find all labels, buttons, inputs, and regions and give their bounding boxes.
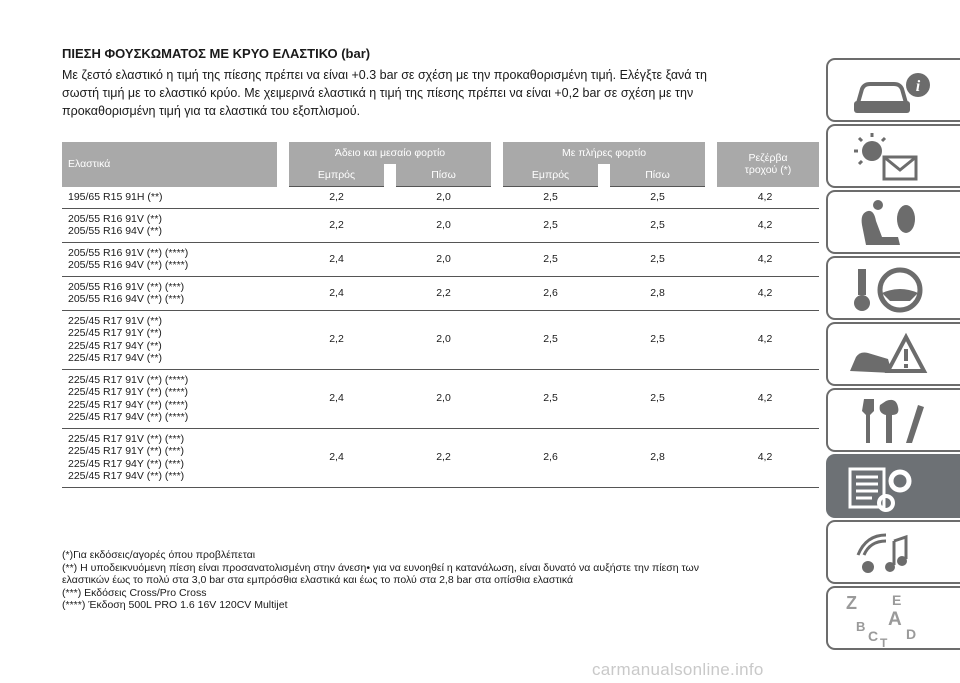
tyre-size-cell <box>62 369 283 428</box>
tab-maintenance[interactable] <box>826 388 960 452</box>
table-row <box>62 187 819 209</box>
pressure-spare: 4,2 <box>711 276 819 310</box>
tyre-size-cell <box>62 187 283 209</box>
intro-line: προκαθορισμένη τιμή για τα ελαστικά του εξοπλισμού. <box>62 104 361 118</box>
tyre-size: 205/55 R16 94V (**) <box>68 225 162 237</box>
index-letter: Z <box>846 593 857 613</box>
pressure-full-front: 2,6 <box>497 276 604 310</box>
footnote: (****) Έκδοση 500L PRO 1.6 16V 120CV Multijet <box>62 599 288 612</box>
tab-alphabetical-index[interactable] <box>826 586 960 650</box>
pressure-spare: 4,2 <box>711 428 819 487</box>
table-row <box>62 208 819 242</box>
specs-gear-icon <box>836 459 946 517</box>
tab-starting-driving[interactable] <box>826 256 960 320</box>
pressure-empty-front: 2,2 <box>283 187 390 209</box>
tyre-size: 225/45 R17 91Y (**) (***) <box>68 445 184 457</box>
pressure-full-rear: 2,5 <box>604 242 711 276</box>
intro-line: Με ζεστό ελαστικό η τιμή της πίεσης πρέπει να είναι +0.3 bar σε σχέση με την προκαθορισμένη τιμή. Ελέγξτε ξανά τη <box>62 68 707 82</box>
tab-technical-data[interactable] <box>826 454 960 518</box>
pressure-empty-front: 2,2 <box>283 208 390 242</box>
pressure-empty-rear: 2,2 <box>390 276 497 310</box>
tyre-size-cell <box>62 276 283 310</box>
footnote: ελαστικών έως το πολύ στα 3,0 bar στα εμπρόσθια ελαστικά και έως το πολύ στα 2,8 bar στα οπίσθια ελαστικά <box>62 574 574 587</box>
tyre-size: 225/45 R17 94Y (**) (****) <box>68 398 189 411</box>
tyre-size: 195/65 R15 91H (**) <box>68 190 163 203</box>
tyre-pressure-table <box>62 142 819 488</box>
header-spare-wheel <box>711 142 819 187</box>
pressure-spare: 4,2 <box>711 369 819 428</box>
header-spare-line: τροχού (*) <box>744 164 792 177</box>
pressure-empty-rear: 2,0 <box>390 242 497 276</box>
pressure-full-rear: 2,5 <box>604 208 711 242</box>
pressure-empty-front: 2,2 <box>283 310 390 369</box>
footnotes <box>62 549 822 612</box>
pressure-full-rear: 2,8 <box>604 428 711 487</box>
tyre-size: 205/55 R16 94V (**) (****) <box>68 259 189 271</box>
footnote: (**) Η υποδεικνυόμενη πίεση είναι προσανατολισμένη στην άνεση• για να ευνοηθεί η κατανάλωση, είναι δυνατό να αυξήστε την πίεση των <box>62 561 699 574</box>
table-row <box>62 242 819 276</box>
index-letter: T <box>880 636 888 649</box>
header-rear: Πίσω <box>390 164 497 187</box>
pressure-empty-rear: 2,0 <box>390 208 497 242</box>
key-steering-icon <box>836 261 946 319</box>
tyre-size: 205/55 R16 94V (**) (***) <box>68 293 185 305</box>
tyre-size: 225/45 R17 94Y (**) <box>68 339 162 352</box>
pressure-spare: 4,2 <box>711 208 819 242</box>
tyre-size: 225/45 R17 94Y (**) (***) <box>68 457 184 470</box>
pressure-full-rear: 2,5 <box>604 187 711 209</box>
index-letter: D <box>906 626 917 642</box>
tyre-size: 205/55 R16 91V (**) (****) <box>68 246 189 259</box>
pressure-empty-rear: 2,2 <box>390 428 497 487</box>
table-row <box>62 276 819 310</box>
tyre-size-cell <box>62 428 283 487</box>
pressure-full-front: 2,5 <box>497 187 604 209</box>
pressure-full-rear: 2,5 <box>604 310 711 369</box>
header-full-load: Με πλήρες φορτίο <box>497 142 711 164</box>
pressure-full-front: 2,5 <box>497 208 604 242</box>
intro-line: σωστή τιμή με το ελαστικό κρύο. Με χειμερινά ελαστικά η τιμή της πίεσης πρέπει να είναι +0,2 bar σε σχέση με την <box>62 86 694 100</box>
tyre-size: 225/45 R17 91V (**) (****) <box>68 373 189 386</box>
watermark: carmanualsonline.info <box>592 660 764 679</box>
tyre-size-cell <box>62 208 283 242</box>
page-title: ΠΙΕΣΗ ΦΟΥΣΚΩΜΑΤΟΣ ΜΕ ΚΡΥΟ ΕΛΑΣΤΙΚΟ (bar) <box>62 46 371 61</box>
header-tyres: Ελαστικά <box>62 142 283 187</box>
pressure-empty-front: 2,4 <box>283 276 390 310</box>
header-front: Εμπρός <box>283 164 390 187</box>
pressure-empty-front: 2,4 <box>283 242 390 276</box>
tab-car-info[interactable] <box>826 58 960 122</box>
tyre-size-cell <box>62 310 283 369</box>
pressure-empty-rear: 2,0 <box>390 310 497 369</box>
index-letter: C <box>868 628 879 644</box>
index-letter: E <box>892 592 902 608</box>
table-row <box>62 369 819 428</box>
light-mail-icon <box>836 129 946 187</box>
table-body <box>62 187 819 488</box>
pressure-full-rear: 2,5 <box>604 369 711 428</box>
pressure-full-rear: 2,8 <box>604 276 711 310</box>
index-letter: A <box>888 609 902 630</box>
pressure-spare: 4,2 <box>711 187 819 209</box>
tab-safety[interactable] <box>826 190 960 254</box>
seat-airbag-icon <box>836 195 946 253</box>
tyre-size: 225/45 R17 94V (**) (****) <box>68 411 189 423</box>
tyre-size: 225/45 R17 91V (**) <box>68 314 162 327</box>
table-row <box>62 310 819 369</box>
car-info-icon <box>836 63 946 121</box>
footnote: (*)Για εκδόσεις/αγορές όπου προβλέπεται <box>62 549 256 561</box>
tyre-size: 225/45 R17 94V (**) <box>68 352 162 364</box>
footnote: (***) Εκδόσεις Cross/Pro Cross <box>62 586 207 599</box>
table-row <box>62 428 819 487</box>
tab-emergency[interactable] <box>826 322 960 386</box>
pressure-full-front: 2,5 <box>497 369 604 428</box>
tyre-size: 225/45 R17 94V (**) (***) <box>68 470 185 482</box>
pressure-spare: 4,2 <box>711 310 819 369</box>
index-letter: B <box>856 619 866 634</box>
tyre-size: 225/45 R17 91V (**) (***) <box>68 432 185 445</box>
pressure-full-front: 2,6 <box>497 428 604 487</box>
tyre-size-cell <box>62 242 283 276</box>
alphabet-index-icon <box>836 591 946 649</box>
tyre-size: 205/55 R16 91V (**) (***) <box>68 280 185 293</box>
tyre-size: 205/55 R16 91V (**) <box>68 212 162 225</box>
header-front: Εμπρός <box>497 164 604 187</box>
pressure-spare: 4,2 <box>711 242 819 276</box>
pressure-empty-front: 2,4 <box>283 428 390 487</box>
pressure-empty-rear: 2,0 <box>390 369 497 428</box>
tyre-size: 225/45 R17 91Y (**) (****) <box>68 386 189 398</box>
svg-text:i: i <box>915 78 921 95</box>
tyre-size: 225/45 R17 91Y (**) <box>68 327 162 339</box>
pressure-full-front: 2,5 <box>497 310 604 369</box>
pressure-empty-rear: 2,0 <box>390 187 497 209</box>
pressure-empty-front: 2,4 <box>283 369 390 428</box>
intro-paragraph <box>62 66 802 120</box>
tools-icon <box>836 393 946 451</box>
media-icon <box>836 525 946 583</box>
crash-warning-icon <box>836 327 946 385</box>
pressure-full-front: 2,5 <box>497 242 604 276</box>
tab-multimedia[interactable] <box>826 520 960 584</box>
header-rear: Πίσω <box>604 164 711 187</box>
header-spare-line: Ρεζέρβα <box>748 152 788 165</box>
tab-lights-messages[interactable] <box>826 124 960 188</box>
header-empty-load: Άδειο και μεσαίο φορτίο <box>283 142 497 164</box>
